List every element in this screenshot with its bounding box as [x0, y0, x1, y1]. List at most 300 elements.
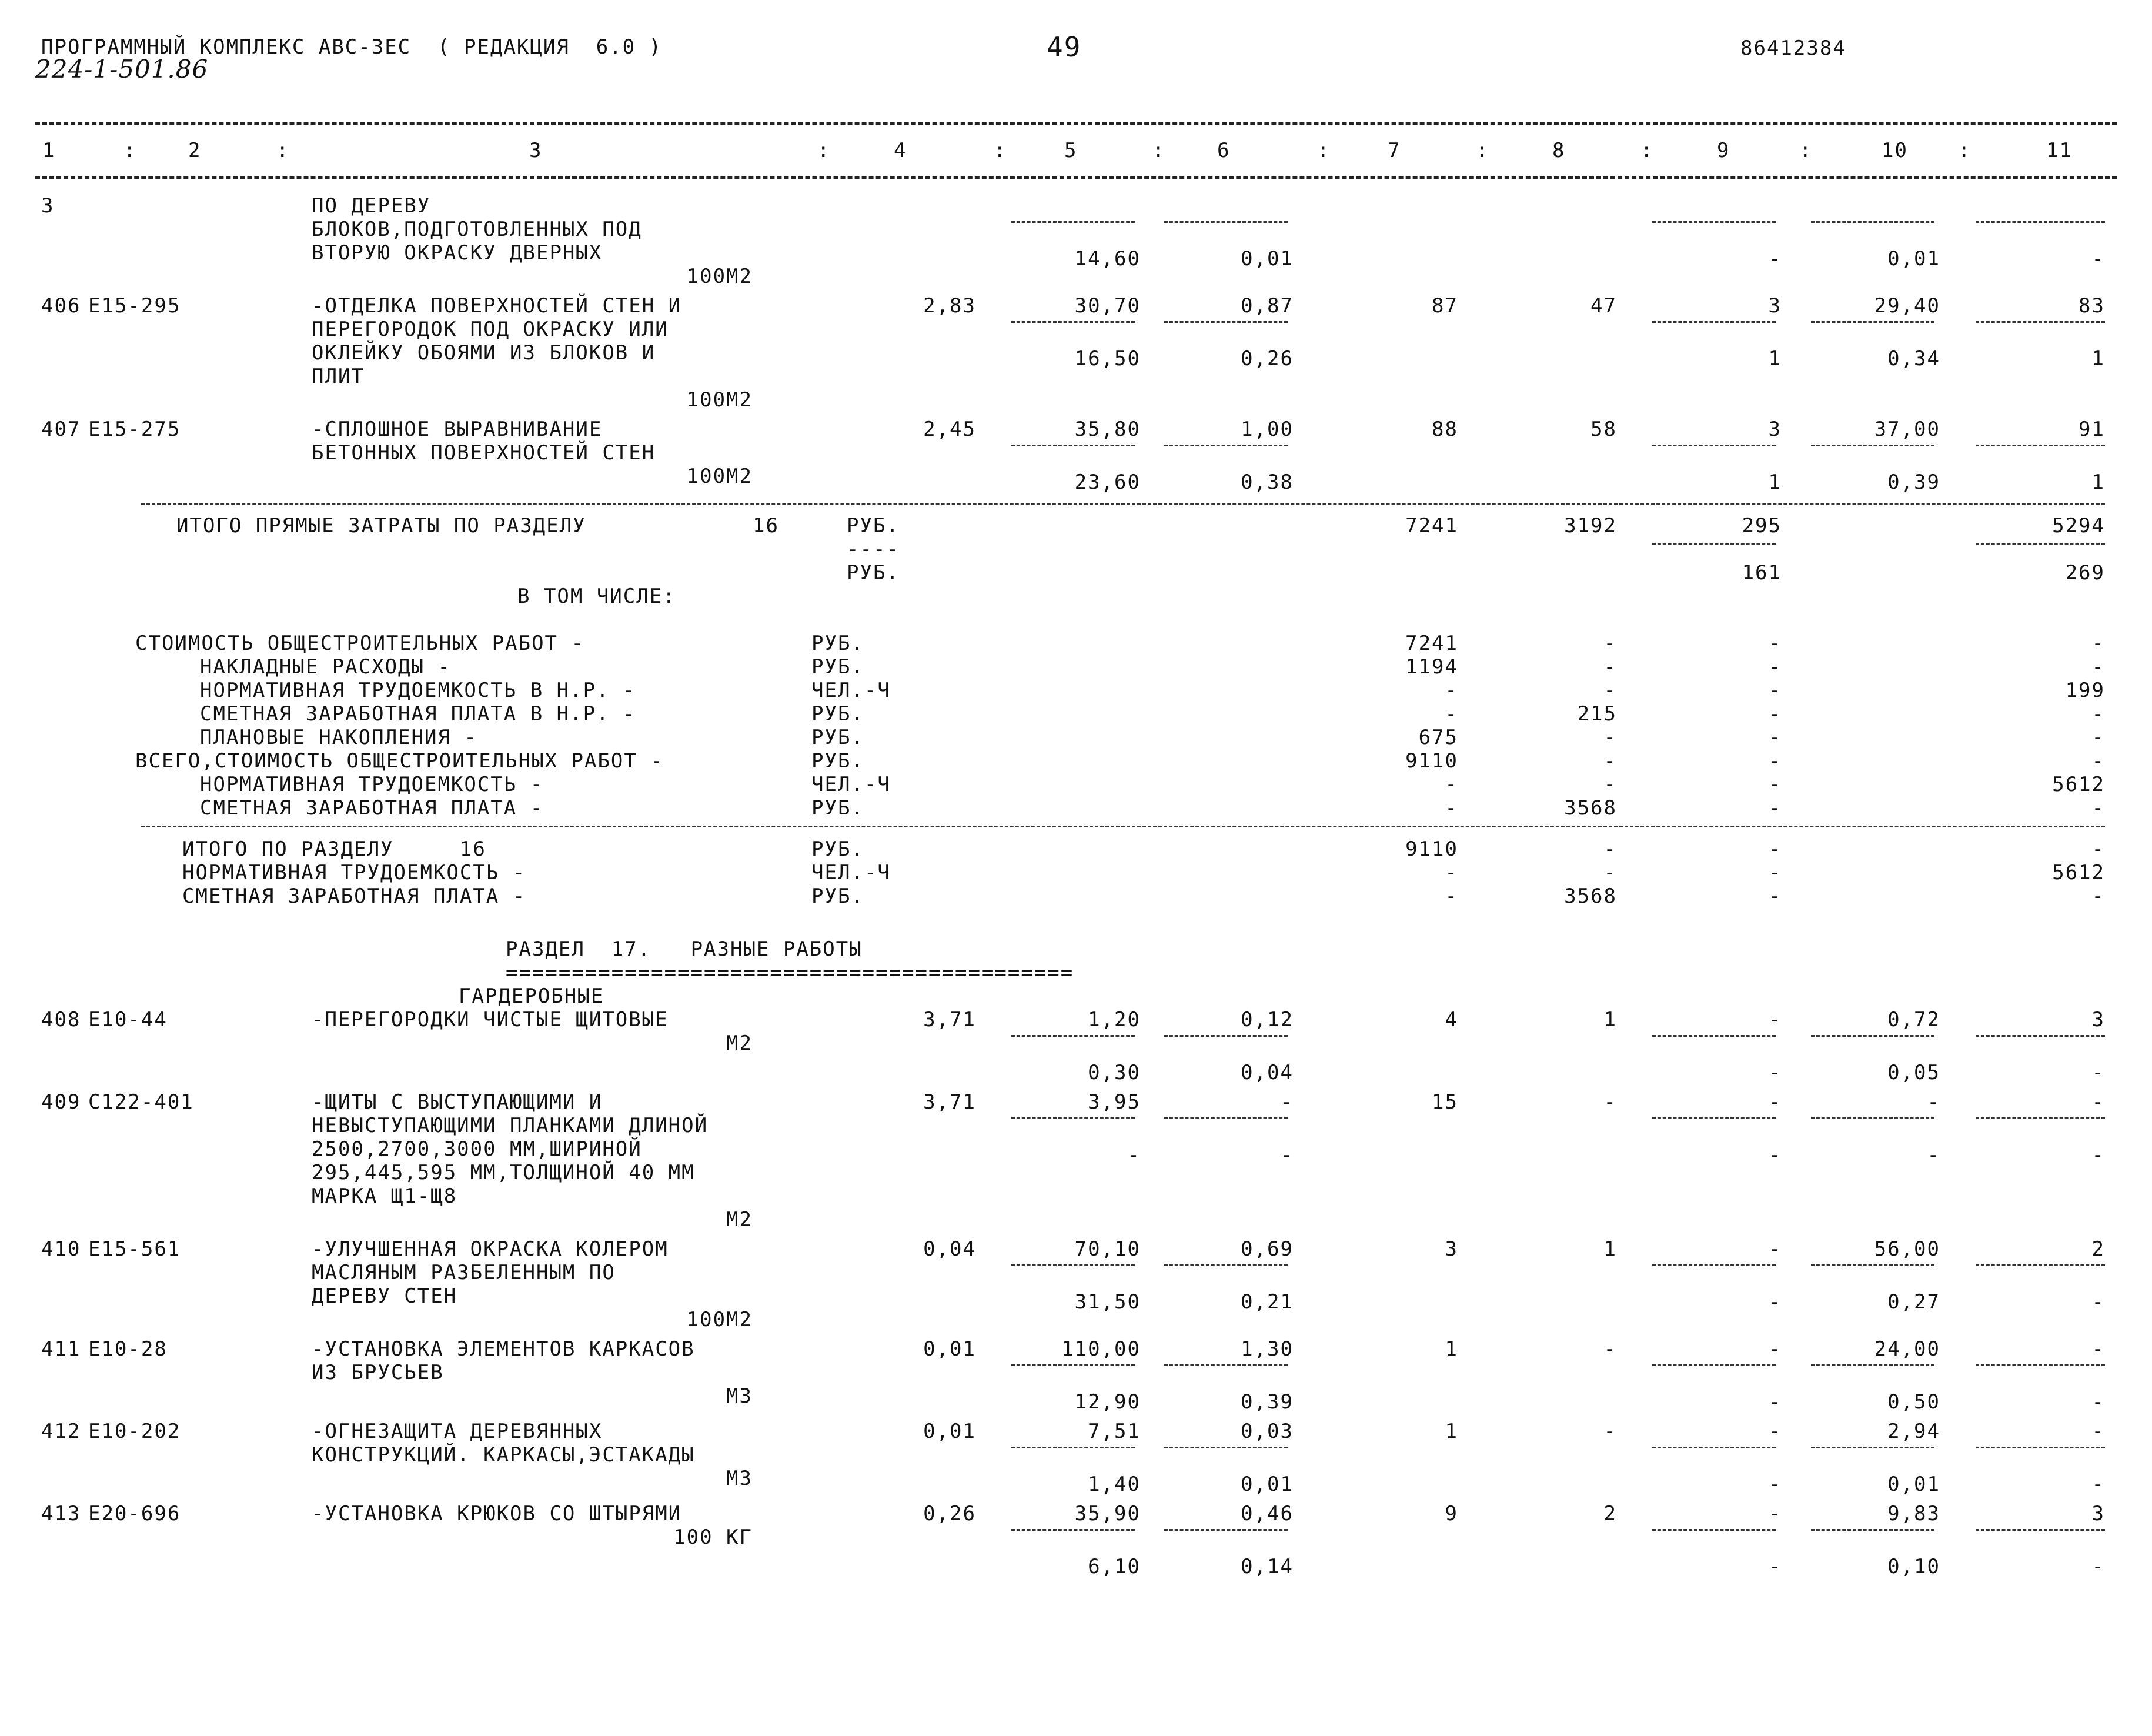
dashed-rule [1811, 1364, 1934, 1366]
column-separator: : [1317, 139, 1331, 162]
machine-cost: - [1768, 1090, 1782, 1114]
section-total-c9: 295 [1742, 514, 1782, 538]
breakdown-c7: 7241 [1405, 632, 1458, 655]
total-cost: 88 [1432, 418, 1458, 441]
labor-hours-machine: 0,50 [1887, 1390, 1940, 1414]
dashed-rule [1164, 1364, 1288, 1366]
column-separator: : [1152, 139, 1166, 162]
rate-code: Е15-275 [88, 418, 181, 441]
dashed-rule [1011, 1264, 1135, 1266]
machine-cost: - [1768, 1237, 1782, 1261]
breakdown-c8: - [1603, 655, 1617, 679]
rate-code: Е10-28 [88, 1337, 168, 1361]
section-grand-total-c7: - [1445, 884, 1458, 908]
labor-hours-total: - [2091, 1337, 2105, 1361]
total-labor-cost: 58 [1590, 418, 1617, 441]
section-grand-total-c8: - [1603, 861, 1617, 884]
unit-of-measure: 100 КГ [673, 1525, 753, 1549]
total-labor-cost: - [1603, 1420, 1617, 1443]
section-grand-total-c7: - [1445, 861, 1458, 884]
dashed-rule [1164, 1529, 1288, 1531]
section-total-c11-wage: 269 [2065, 561, 2105, 585]
work-description-line: -ОГНЕЗАЩИТА ДЕРЕВЯННЫХ [312, 1420, 603, 1443]
column-header-10: 10 [1882, 139, 1908, 162]
unit-cost-machine-wage-2: - [1280, 1143, 1294, 1167]
dashed-rule [1976, 321, 2105, 323]
breakdown-c9: - [1768, 796, 1782, 820]
work-description-line: НЕВЫСТУПАЮЩИМИ ПЛАНКАМИ ДЛИНОЙ [312, 1114, 709, 1137]
breakdown-label: СМЕТНАЯ ЗАРАБОТНАЯ ПЛАТА - [200, 796, 544, 820]
unit-cost-machine-wage-2: 0,38 [1241, 470, 1294, 494]
labor-hours-unit: 0,72 [1887, 1008, 1940, 1031]
unit-of-measure: 100М2 [686, 265, 753, 288]
work-description-line: 295,445,595 ММ,ТОЛЩИНОЙ 40 ММ [312, 1161, 695, 1184]
labor-hours-machine: 0,01 [1887, 247, 1940, 271]
unit-cost-labor: 1,30 [1241, 1337, 1294, 1361]
dashed-rule [1011, 1117, 1135, 1119]
dashed-rule [1011, 221, 1135, 223]
unit-cost-machine-wage-2: 0,14 [1241, 1555, 1294, 1578]
labor-hours-machine-total: - [2091, 1390, 2105, 1414]
unit-of-measure: М3 [726, 1384, 753, 1408]
row-number: 3 [41, 194, 55, 218]
unit-cost-machine-wage: 23,60 [1074, 470, 1141, 494]
rate-code: Е20-696 [88, 1502, 181, 1525]
machine-wage: - [1768, 1473, 1782, 1496]
dashed-rule [1164, 1117, 1288, 1119]
row-number: 411 [41, 1337, 81, 1361]
breakdown-c11: 199 [2065, 679, 2105, 702]
unit-cost-labor: 0,03 [1241, 1420, 1294, 1443]
unit-of-measure: 100М2 [686, 1308, 753, 1331]
labor-hours-machine-total: - [2091, 247, 2105, 271]
dashed-rule [1976, 1529, 2105, 1531]
work-description-line: -ПЕРЕГОРОДКИ ЧИСТЫЕ ЩИТОВЫЕ [312, 1008, 669, 1031]
breakdown-c8: - [1603, 632, 1617, 655]
dashed-rule [1811, 1529, 1934, 1531]
dashed-rule [1976, 543, 2105, 545]
work-description-line: -УСТАНОВКА ЭЛЕМЕНТОВ КАРКАСОВ [312, 1337, 695, 1361]
breakdown-c11: - [2091, 655, 2105, 679]
breakdown-label: СМЕТНАЯ ЗАРАБОТНАЯ ПЛАТА В Н.Р. - [200, 702, 636, 726]
unit-cost-machine-wage: 6,10 [1088, 1555, 1141, 1578]
dashed-rule [1011, 1447, 1135, 1448]
column-separator: : [1476, 139, 1489, 162]
document-number: 86412384 [1740, 36, 1846, 60]
labor-hours-total: 3 [2091, 1502, 2105, 1525]
breakdown-unit: РУБ. [811, 702, 864, 726]
section-grand-total-c8: 3568 [1564, 884, 1617, 908]
breakdown-unit: РУБ. [811, 749, 864, 773]
dashed-rule [1652, 1529, 1776, 1531]
breakdown-c8: - [1603, 773, 1617, 796]
work-description-line: -УЛУЧШЕННАЯ ОКРАСКА КОЛЕРОМ [312, 1237, 669, 1261]
column-separator: : [123, 139, 137, 162]
work-description-line: -ЩИТЫ С ВЫСТУПАЮЩИМИ И [312, 1090, 603, 1114]
unit-cost-total: 7,51 [1088, 1420, 1141, 1443]
row-number: 410 [41, 1237, 81, 1261]
column-separator: : [1640, 139, 1654, 162]
labor-hours-machine: 0,10 [1887, 1555, 1940, 1578]
row-number: 412 [41, 1420, 81, 1443]
breakdown-c9: - [1768, 655, 1782, 679]
dashed-rule [1164, 1264, 1288, 1266]
column-header-1: 1 [42, 139, 56, 162]
dashed-rule [1811, 1117, 1934, 1119]
labor-hours-machine-total: - [2091, 1555, 2105, 1578]
program-title: ПРОГРАММНЫЙ КОМПЛЕКС АВС-3ЕС ( РЕДАКЦИЯ 6.0 ) [41, 35, 663, 59]
breakdown-c11: - [2091, 796, 2105, 820]
unit-cost-machine-wage-2: 0,26 [1241, 347, 1294, 370]
dashed-rule [1652, 543, 1776, 545]
labor-hours-total: 3 [2091, 1008, 2105, 1031]
dashed-rule [1011, 321, 1135, 323]
work-description-line: ДЕРЕВУ СТЕН [312, 1284, 457, 1308]
machine-wage: 1 [1768, 347, 1782, 370]
dashed-rule [1976, 1364, 2105, 1366]
quantity: 0,01 [923, 1337, 976, 1361]
unit-cost-total: 30,70 [1074, 294, 1141, 318]
machine-wage: - [1768, 1290, 1782, 1314]
labor-hours-unit: 37,00 [1874, 418, 1940, 441]
machine-wage: - [1768, 1555, 1782, 1578]
total-cost: 9 [1445, 1502, 1458, 1525]
breakdown-unit: ЧЕЛ.-Ч [811, 773, 891, 796]
machine-cost: 3 [1768, 418, 1782, 441]
machine-cost: - [1768, 1502, 1782, 1525]
total-labor-cost: - [1603, 1090, 1617, 1114]
dashed-rule [1976, 221, 2105, 223]
section-grand-total-unit: ЧЕЛ.-Ч [811, 861, 891, 884]
labor-hours-unit: 29,40 [1874, 294, 1940, 318]
unit-cost-machine-wage-2: 0,39 [1241, 1390, 1294, 1414]
row-number: 413 [41, 1502, 81, 1525]
breakdown-unit: РУБ. [811, 796, 864, 820]
total-labor-cost: 47 [1590, 294, 1617, 318]
machine-cost: - [1768, 1337, 1782, 1361]
header-rule-bottom [35, 176, 2117, 179]
column-header-4: 4 [894, 139, 907, 162]
work-description-line: ПЛИТ [312, 365, 365, 388]
unit-cost-total: 3,95 [1088, 1090, 1141, 1114]
unit-cost-machine-wage-2: 0,21 [1241, 1290, 1294, 1314]
work-description-line: МАРКА Щ1-Щ8 [312, 1184, 457, 1208]
work-description-line: ИЗ БРУСЬЕВ [312, 1361, 444, 1384]
dashed-rule [1811, 1035, 1934, 1037]
column-header-8: 8 [1552, 139, 1566, 162]
machine-wage: - [1768, 247, 1782, 271]
column-header-11: 11 [2046, 139, 2073, 162]
work-description-line: -УСТАНОВКА КРЮКОВ СО ШТЫРЯМИ [312, 1502, 682, 1525]
section-number: 16 [753, 514, 779, 538]
unit-of-measure: М2 [726, 1208, 753, 1231]
column-header-2: 2 [188, 139, 202, 162]
labor-hours-unit: 24,00 [1874, 1337, 1940, 1361]
dashed-rule [1652, 445, 1776, 446]
breakdown-c7: 675 [1418, 726, 1458, 749]
breakdown-c11: - [2091, 702, 2105, 726]
dashed-rule [1811, 221, 1934, 223]
work-description-line: ПО ДЕРЕВУ [312, 194, 431, 218]
column-header-9: 9 [1717, 139, 1730, 162]
section-total-c8: 3192 [1564, 514, 1617, 538]
labor-hours-machine-total: - [2091, 1061, 2105, 1084]
dashed-rule [1652, 321, 1776, 323]
labor-hours-machine-total: - [2091, 1473, 2105, 1496]
breakdown-c8: 215 [1577, 702, 1617, 726]
breakdown-unit: РУБ. [811, 632, 864, 655]
section-total-c11: 5294 [2052, 514, 2105, 538]
column-separator: : [994, 139, 1007, 162]
dashed-rule [1652, 1264, 1776, 1266]
unit-cost-labor: 0,12 [1241, 1008, 1294, 1031]
labor-hours-unit: - [1927, 1090, 1940, 1114]
labor-hours-machine: 0,34 [1887, 347, 1940, 370]
breakdown-c9: - [1768, 702, 1782, 726]
breakdown-label: НОРМАТИВНАЯ ТРУДОЕМКОСТЬ - [200, 773, 544, 796]
unit-cost-labor: - [1280, 1090, 1294, 1114]
section-grand-total-unit: РУБ. [811, 837, 864, 861]
breakdown-c7: - [1445, 679, 1458, 702]
labor-hours-machine-total: - [2091, 1290, 2105, 1314]
section-17-subtitle: ГАРДЕРОБНЫЕ [459, 984, 604, 1008]
column-header-7: 7 [1388, 139, 1401, 162]
breakdown-unit: РУБ. [811, 726, 864, 749]
section-total-unit: РУБ. [847, 514, 900, 538]
machine-cost: - [1768, 1008, 1782, 1031]
rate-code: Е10-44 [88, 1008, 168, 1031]
work-description-line: БЛОКОВ,ПОДГОТОВЛЕННЫХ ПОД [312, 218, 642, 241]
work-description-line: -СПЛОШНОЕ ВЫРАВНИВАНИЕ [312, 418, 603, 441]
unit-cost-total: 35,90 [1074, 1502, 1141, 1525]
unit-cost-machine-wage: 16,50 [1074, 347, 1141, 370]
machine-wage: - [1768, 1061, 1782, 1084]
breakdown-label: ПЛАНОВЫЕ НАКОПЛЕНИЯ - [200, 726, 477, 749]
labor-hours-unit: 9,83 [1887, 1502, 1940, 1525]
section-grand-total-c9: - [1768, 861, 1782, 884]
labor-hours-machine-total: 1 [2091, 470, 2105, 494]
rate-code: Е15-295 [88, 294, 181, 318]
dashed-rule [1811, 445, 1934, 446]
breakdown-label: ВСЕГО,СТОИМОСТЬ ОБЩЕСТРОИТЕЛЬНЫХ РАБОТ - [135, 749, 664, 773]
work-description-line: -ОТДЕЛКА ПОВЕРХНОСТЕЙ СТЕН И [312, 294, 682, 318]
dashed-rule [1976, 1264, 2105, 1266]
dashed-rule [1811, 1264, 1934, 1266]
total-cost: 1 [1445, 1420, 1458, 1443]
column-header-6: 6 [1217, 139, 1231, 162]
dashed-rule [1164, 445, 1288, 446]
section-grand-total-c11: - [2091, 837, 2105, 861]
work-description-line: КОНСТРУКЦИЙ. КАРКАСЫ,ЭСТАКАДЫ [312, 1443, 695, 1467]
header-rule-top [35, 122, 2117, 125]
dashed-rule [1011, 1035, 1135, 1037]
section-grand-total-label: СМЕТНАЯ ЗАРАБОТНАЯ ПЛАТА - [182, 884, 526, 908]
labor-hours-unit: 2,94 [1887, 1420, 1940, 1443]
unit-cost-total: 70,10 [1074, 1237, 1141, 1261]
labor-hours-total: 91 [2079, 418, 2105, 441]
column-separator: : [1799, 139, 1813, 162]
machine-cost: 3 [1768, 294, 1782, 318]
dashed-rule [1011, 1529, 1135, 1531]
dashed-rule [1652, 1364, 1776, 1366]
unit-cost-machine-wage: 1,40 [1088, 1473, 1141, 1496]
total-labor-cost: 2 [1603, 1502, 1617, 1525]
unit-cost-labor: 0,46 [1241, 1502, 1294, 1525]
breakdown-c11: - [2091, 749, 2105, 773]
breakdown-c11: - [2091, 632, 2105, 655]
section-total-unit-dash: ---- [847, 538, 900, 561]
breakdown-unit: РУБ. [811, 655, 864, 679]
labor-hours-machine: 0,05 [1887, 1061, 1940, 1084]
breakdown-c9: - [1768, 773, 1782, 796]
breakdown-c11: - [2091, 726, 2105, 749]
unit-of-measure: М2 [726, 1031, 753, 1055]
work-description-line: БЕТОННЫХ ПОВЕРХНОСТЕЙ СТЕН [312, 441, 656, 465]
row-number: 406 [41, 294, 81, 318]
column-separator: : [1958, 139, 1971, 162]
dashed-rule [1011, 1364, 1135, 1366]
total-cost: 1 [1445, 1337, 1458, 1361]
labor-hours-total: 2 [2091, 1237, 2105, 1261]
quantity: 0,04 [923, 1237, 976, 1261]
breakdown-label: НОРМАТИВНАЯ ТРУДОЕМКОСТЬ В Н.Р. - [200, 679, 636, 702]
labor-hours-machine: 0,39 [1887, 470, 1940, 494]
dashed-rule [1976, 1117, 2105, 1119]
dashed-rule [1652, 1117, 1776, 1119]
unit-cost-total: 110,00 [1061, 1337, 1141, 1361]
unit-cost-machine-wage: 31,50 [1074, 1290, 1141, 1314]
dashed-rule [1164, 1035, 1288, 1037]
labor-hours-machine-total: 1 [2091, 347, 2105, 370]
rate-code: С122-401 [88, 1090, 194, 1114]
row-number: 408 [41, 1008, 81, 1031]
dashed-rule [1652, 221, 1776, 223]
breakdown-c7: 9110 [1405, 749, 1458, 773]
breakdown-label: СТОИМОСТЬ ОБЩЕСТРОИТЕЛЬНЫХ РАБОТ - [135, 632, 584, 655]
dashed-rule [1652, 1035, 1776, 1037]
total-labor-cost: 1 [1603, 1237, 1617, 1261]
labor-hours-unit: 56,00 [1874, 1237, 1940, 1261]
column-separator: : [817, 139, 831, 162]
machine-wage: - [1768, 1390, 1782, 1414]
unit-cost-total: 1,20 [1088, 1008, 1141, 1031]
row-number: 407 [41, 418, 81, 441]
breakdown-heading: В ТОМ ЧИСЛЕ: [517, 585, 676, 608]
breakdown-c9: - [1768, 632, 1782, 655]
section-grand-total-c11: - [2091, 884, 2105, 908]
section-grand-total-c7: 9110 [1405, 837, 1458, 861]
section-total-unit-2: РУБ. [847, 561, 900, 585]
column-header-3: 3 [529, 139, 543, 162]
section-total-rule [141, 503, 2105, 505]
total-cost: 87 [1432, 294, 1458, 318]
page-number: 49 [1047, 31, 1082, 63]
breakdown-c9: - [1768, 726, 1782, 749]
section-17-title: РАЗДЕЛ 17. РАЗНЫЕ РАБОТЫ [506, 937, 863, 961]
quantity: 0,26 [923, 1502, 976, 1525]
section-grand-total-label: НОРМАТИВНАЯ ТРУДОЕМКОСТЬ - [182, 861, 526, 884]
total-labor-cost: 1 [1603, 1008, 1617, 1031]
unit-cost-machine-wage: 14,60 [1074, 247, 1141, 271]
breakdown-c9: - [1768, 679, 1782, 702]
unit-of-measure: 100М2 [686, 388, 753, 412]
labor-hours-total: - [2091, 1090, 2105, 1114]
section-grand-total-unit: РУБ. [811, 884, 864, 908]
breakdown-c8: 3568 [1564, 796, 1617, 820]
breakdown-end-rule [141, 826, 2105, 827]
breakdown-c9: - [1768, 749, 1782, 773]
quantity: 2,45 [923, 418, 976, 441]
handwritten-doc-code: 224-1-501.86 [35, 55, 209, 84]
labor-hours-machine: 0,27 [1887, 1290, 1940, 1314]
section-grand-total-c9: - [1768, 884, 1782, 908]
unit-cost-machine-wage: 12,90 [1074, 1390, 1141, 1414]
total-labor-cost: - [1603, 1337, 1617, 1361]
unit-cost-machine-wage: - [1127, 1143, 1141, 1167]
quantity: 0,01 [923, 1420, 976, 1443]
dashed-rule [1976, 1447, 2105, 1448]
labor-hours-total: 83 [2079, 294, 2105, 318]
breakdown-c7: 1194 [1405, 655, 1458, 679]
labor-hours-machine-total: - [2091, 1143, 2105, 1167]
dashed-rule [1164, 321, 1288, 323]
breakdown-c8: - [1603, 726, 1617, 749]
row-number: 409 [41, 1090, 81, 1114]
section-total-label: ИТОГО ПРЯМЫЕ ЗАТРАТЫ ПО РАЗДЕЛУ [176, 514, 586, 538]
rate-code: Е10-202 [88, 1420, 181, 1443]
unit-cost-labor: 0,87 [1241, 294, 1294, 318]
machine-wage: - [1768, 1143, 1782, 1167]
breakdown-c7: - [1445, 702, 1458, 726]
section-total-c7: 7241 [1405, 514, 1458, 538]
unit-of-measure: 100М2 [686, 465, 753, 488]
breakdown-c8: - [1603, 749, 1617, 773]
quantity: 3,71 [923, 1090, 976, 1114]
machine-cost: - [1768, 1420, 1782, 1443]
breakdown-c8: - [1603, 679, 1617, 702]
column-separator: : [276, 139, 290, 162]
unit-of-measure: М3 [726, 1467, 753, 1490]
section-total-c9-wage: 161 [1742, 561, 1782, 585]
unit-cost-machine-wage: 0,30 [1088, 1061, 1141, 1084]
section-grand-total-label: ИТОГО ПО РАЗДЕЛУ 16 [182, 837, 486, 861]
section-grand-total-c8: - [1603, 837, 1617, 861]
section-17-underline: =========================================== [506, 961, 1074, 984]
machine-wage: 1 [1768, 470, 1782, 494]
unit-cost-machine-wage-2: 0,04 [1241, 1061, 1294, 1084]
dashed-rule [1164, 221, 1288, 223]
dashed-rule [1011, 445, 1135, 446]
work-description-line: МАСЛЯНЫМ РАЗБЕЛЕННЫМ ПО [312, 1261, 616, 1284]
work-description-line: ОКЛЕЙКУ ОБОЯМИ ИЗ БЛОКОВ И [312, 341, 656, 365]
breakdown-c11: 5612 [2052, 773, 2105, 796]
breakdown-label: НАКЛАДНЫЕ РАСХОДЫ - [200, 655, 451, 679]
section-grand-total-c9: - [1768, 837, 1782, 861]
unit-cost-machine-wage-2: 0,01 [1241, 247, 1294, 271]
work-description-line: ВТОРУЮ ОКРАСКУ ДВЕРНЫХ [312, 241, 603, 265]
total-cost: 3 [1445, 1237, 1458, 1261]
total-cost: 15 [1432, 1090, 1458, 1114]
unit-cost-labor: 1,00 [1241, 418, 1294, 441]
breakdown-c7: - [1445, 773, 1458, 796]
breakdown-unit: ЧЕЛ.-Ч [811, 679, 891, 702]
unit-cost-machine-wage-2: 0,01 [1241, 1473, 1294, 1496]
dashed-rule [1811, 321, 1934, 323]
total-cost: 4 [1445, 1008, 1458, 1031]
breakdown-c7: - [1445, 796, 1458, 820]
dashed-rule [1164, 1447, 1288, 1448]
quantity: 3,71 [923, 1008, 976, 1031]
